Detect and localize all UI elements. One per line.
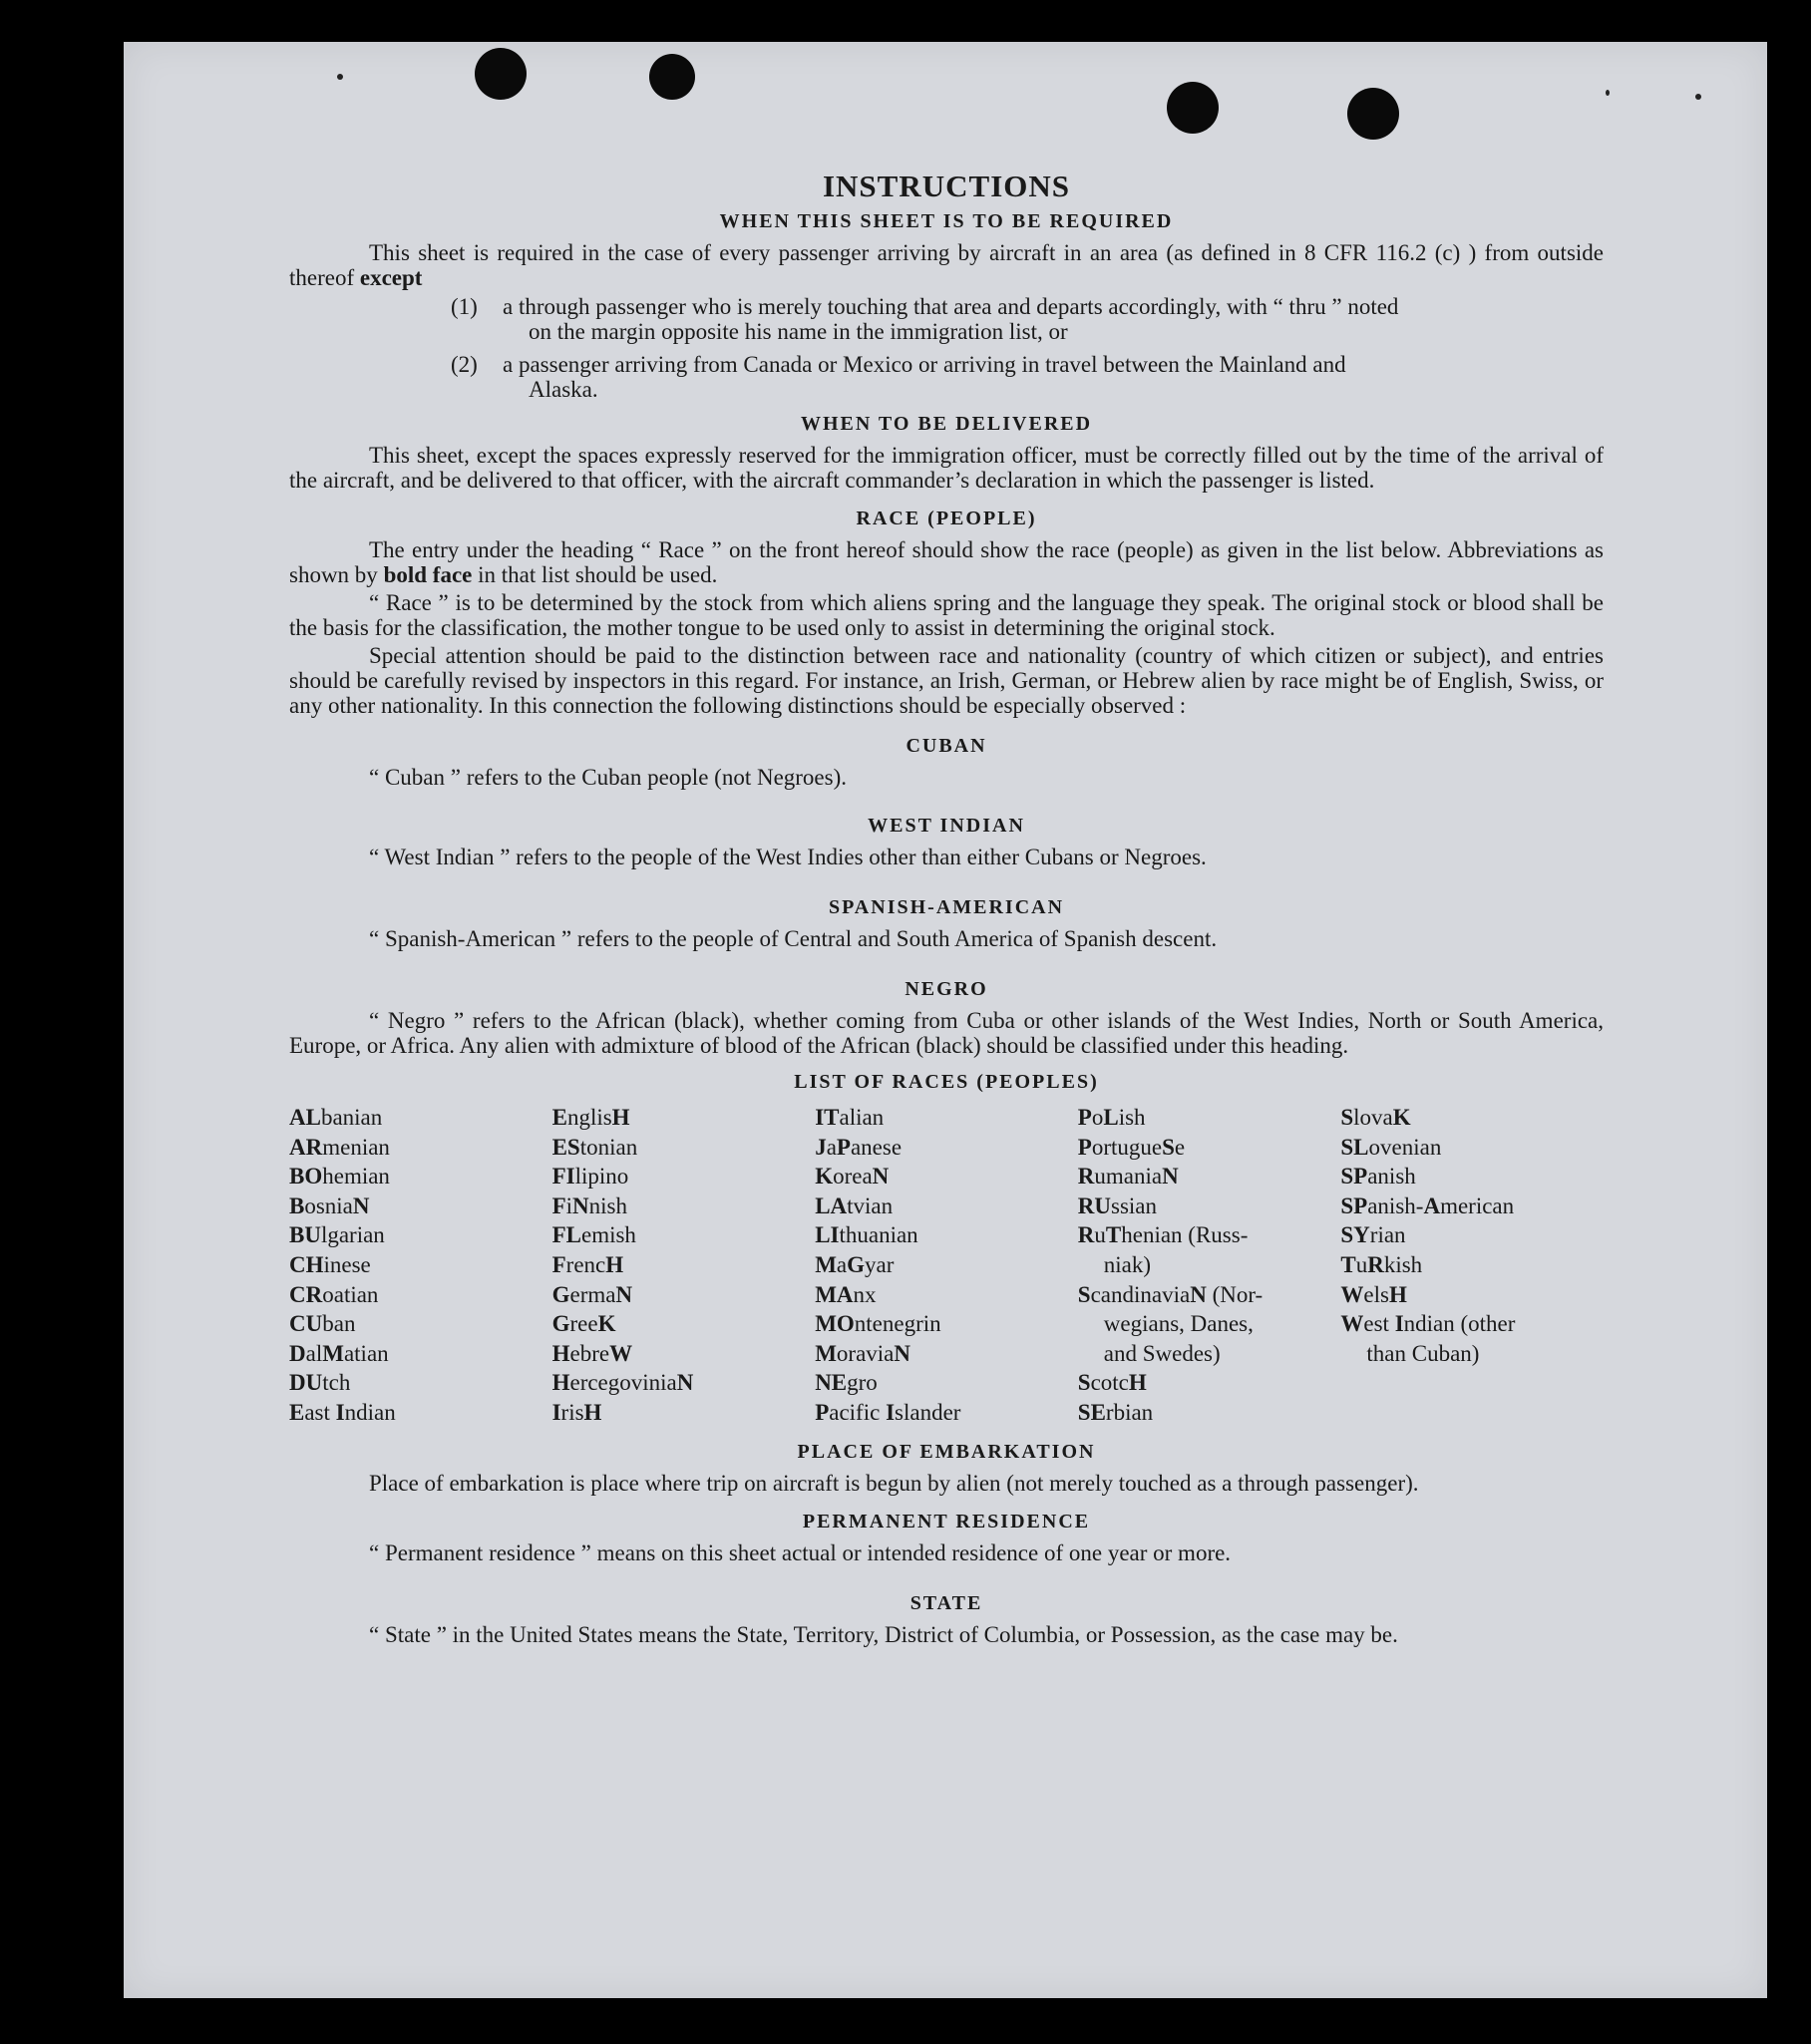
race-abbreviation: W bbox=[1340, 1311, 1364, 1337]
race-abbreviation: J bbox=[815, 1134, 827, 1160]
race-text-end: in that list should be used. bbox=[478, 562, 718, 587]
race-entry bbox=[552, 1339, 816, 1369]
race-text: est bbox=[1363, 1311, 1395, 1337]
race-text: els bbox=[1363, 1281, 1389, 1307]
race-abbreviation: ES bbox=[551, 1134, 580, 1160]
except-bold: except bbox=[359, 265, 423, 290]
race-text: ntenegrin bbox=[854, 1311, 941, 1337]
race-text: ortugue bbox=[1091, 1134, 1163, 1160]
race-entry bbox=[815, 1162, 1078, 1192]
race-abbreviation: F bbox=[551, 1192, 566, 1218]
race-paragraph-2: “ Race ” is to be determined by the stock from which aliens spring and the language they speak. The original stock or blood shall be the basis for the classification, the mother tongue to be used only to assist in determining the original stock. bbox=[289, 590, 1604, 640]
race-abbreviation: H bbox=[583, 1399, 602, 1425]
race-text: anese bbox=[850, 1134, 903, 1160]
race-text: osnia bbox=[304, 1192, 353, 1218]
race-abbreviation: N bbox=[676, 1370, 694, 1396]
race-entry bbox=[1078, 1368, 1341, 1398]
races-column bbox=[289, 1103, 552, 1428]
race-entry bbox=[1340, 1133, 1604, 1163]
race-abbreviation: N bbox=[352, 1192, 370, 1218]
race-abbreviation: G bbox=[551, 1311, 570, 1337]
race-text: thuanian bbox=[839, 1222, 918, 1248]
race-entry bbox=[289, 1103, 552, 1133]
races-column bbox=[1078, 1103, 1341, 1428]
speck bbox=[1695, 94, 1701, 100]
punch-hole bbox=[1167, 82, 1219, 134]
race-text: tvian bbox=[847, 1192, 894, 1218]
race-abbreviation: N bbox=[872, 1164, 890, 1190]
race-abbreviation: LI bbox=[815, 1222, 840, 1248]
race-text: anish bbox=[1367, 1164, 1416, 1190]
when-required-text: This sheet is required in the case of every passenger arriving by aircraft in an area (as defined in 8 CFR 116.2 (c) ) from outside thereof bbox=[289, 240, 1604, 290]
race-entry bbox=[1078, 1192, 1341, 1221]
race-entry bbox=[1078, 1162, 1341, 1192]
race-entry bbox=[552, 1162, 816, 1192]
race-abbreviation: G bbox=[847, 1251, 866, 1277]
item-number: (1) bbox=[451, 294, 478, 319]
race-text: ndian (other bbox=[1403, 1311, 1516, 1337]
list-of-races bbox=[289, 1103, 1604, 1428]
race-text: wegians, Danes, bbox=[1103, 1311, 1254, 1337]
permanent-residence-text: “ Permanent residence ” means on this sheet actual or intended residence of one year or more. bbox=[369, 1539, 1232, 1565]
race-text: orea bbox=[833, 1164, 873, 1190]
race-abbreviation: M bbox=[815, 1251, 837, 1277]
race-text: oatian bbox=[322, 1281, 379, 1307]
race-entry bbox=[1340, 1220, 1604, 1250]
race-text: menian bbox=[322, 1134, 390, 1160]
race-text: ban bbox=[322, 1311, 356, 1337]
race-abbreviation: I bbox=[886, 1399, 896, 1425]
race-text: ris bbox=[560, 1399, 584, 1425]
race-entry bbox=[552, 1103, 816, 1133]
race-abbreviation: I bbox=[335, 1399, 345, 1425]
race-entry bbox=[552, 1398, 816, 1428]
west-indian-text: “ West Indian ” refers to the people of the West Indies other than either Cubans or Negroes. bbox=[369, 845, 1207, 869]
race-abbreviation: I bbox=[1394, 1311, 1404, 1337]
heading-spanish-american: SPANISH-AMERICAN bbox=[828, 896, 1065, 918]
race-text: ast bbox=[304, 1399, 336, 1425]
race-abbreviation: N bbox=[615, 1281, 633, 1307]
state-text: “ State ” in the United States means the State, Territory, District of Columbia, or Possession, as the case may be. bbox=[369, 1621, 1398, 1647]
race-entry bbox=[289, 1280, 552, 1310]
race-text: niak) bbox=[1103, 1251, 1152, 1277]
race-abbreviation: B bbox=[289, 1192, 305, 1218]
speck bbox=[337, 74, 343, 80]
race-paragraph-3: Special attention should be paid to the distinction between race and nationality (country of which citizen or subject), and entries should be carefully revised by inspectors in this regard. For instance, an Irish, German, or Hebrew alien by race might be of English, Swiss, or any other nationality. In this connection the following distinctions should be especially observed : bbox=[289, 643, 1604, 718]
race-text: lova bbox=[1353, 1105, 1393, 1130]
race-text: tonian bbox=[579, 1134, 638, 1160]
race-abbreviation: W bbox=[609, 1340, 633, 1366]
race-abbreviation: S bbox=[1162, 1134, 1175, 1160]
race-abbreviation: D bbox=[289, 1340, 306, 1366]
race-abbreviation: H bbox=[1388, 1281, 1407, 1307]
race-abbreviation: BO bbox=[289, 1164, 323, 1190]
race-text: al bbox=[305, 1340, 323, 1366]
race-entry bbox=[289, 1192, 552, 1221]
race-entry bbox=[552, 1280, 816, 1310]
race-entry bbox=[289, 1250, 552, 1280]
race-entry bbox=[1078, 1280, 1341, 1310]
race-abbreviation: S bbox=[1077, 1370, 1091, 1396]
race-entry bbox=[1340, 1339, 1604, 1369]
heading-state: STATE bbox=[909, 1591, 983, 1614]
heading-west-indian: WEST INDIAN bbox=[868, 815, 1025, 837]
race-abbreviation: H bbox=[605, 1251, 624, 1277]
race-text: and Swedes) bbox=[1103, 1340, 1221, 1366]
heading-permanent-residence: PERMANENT RESIDENCE bbox=[802, 1510, 1091, 1533]
race-entry bbox=[1078, 1220, 1341, 1250]
race-text: umania bbox=[1094, 1164, 1163, 1190]
race-text: ebre bbox=[569, 1340, 610, 1366]
cuban-text: “ Cuban ” refers to the Cuban people (not Negroes). bbox=[369, 765, 848, 790]
punch-hole bbox=[475, 48, 527, 100]
races-column bbox=[815, 1103, 1078, 1428]
race-entry bbox=[815, 1133, 1078, 1163]
race-entry bbox=[289, 1162, 552, 1192]
race-entry bbox=[289, 1220, 552, 1250]
race-abbreviation: K bbox=[815, 1164, 834, 1190]
race-text: merican bbox=[1440, 1192, 1515, 1218]
race-abbreviation: R bbox=[1367, 1251, 1384, 1277]
race-abbreviation: RU bbox=[1077, 1192, 1112, 1218]
race-text: erma bbox=[569, 1281, 616, 1307]
race-text: inese bbox=[323, 1251, 371, 1277]
race-abbreviation: N bbox=[1162, 1164, 1179, 1190]
race-text: gro bbox=[847, 1370, 878, 1396]
race-text: candinavia bbox=[1090, 1281, 1191, 1307]
race-text: ssian bbox=[1111, 1192, 1158, 1218]
race-text: cotc bbox=[1090, 1370, 1129, 1396]
race-abbreviation: W bbox=[1340, 1281, 1364, 1307]
exception-item-2 bbox=[451, 352, 1604, 402]
race-text: nx bbox=[853, 1281, 877, 1307]
heading-when-delivered: WHEN TO BE DELIVERED bbox=[800, 413, 1093, 435]
race-text: tch bbox=[322, 1370, 351, 1396]
item-text-continued: Alaska. bbox=[529, 377, 598, 402]
race-abbreviation: AR bbox=[289, 1134, 323, 1160]
race-text: alian bbox=[839, 1105, 885, 1130]
race-abbreviation: MA bbox=[815, 1281, 854, 1307]
race-text: o bbox=[1091, 1105, 1104, 1130]
race-abbreviation: SL bbox=[1340, 1134, 1369, 1160]
race-abbreviation: K bbox=[1392, 1105, 1411, 1130]
race-text: yar bbox=[865, 1251, 895, 1277]
race-entry bbox=[552, 1192, 816, 1221]
race-abbreviation: SP bbox=[1340, 1164, 1368, 1190]
race-text: a bbox=[836, 1251, 848, 1277]
race-entry bbox=[552, 1368, 816, 1398]
race-entry bbox=[815, 1192, 1078, 1221]
race-abbreviation: CU bbox=[289, 1311, 323, 1337]
place-of-embarkation-text: Place of embarkation is place where trip on aircraft is begun by alien (not merely touched as a through passenger). bbox=[369, 1470, 1419, 1496]
race-text: ovenian bbox=[1368, 1134, 1442, 1160]
race-entry bbox=[1340, 1192, 1604, 1221]
race-abbreviation: T bbox=[1340, 1251, 1356, 1277]
race-entry bbox=[1340, 1309, 1604, 1339]
race-entry bbox=[1340, 1103, 1604, 1133]
race-text: ercegovinia bbox=[569, 1370, 677, 1396]
race-abbreviation: SE bbox=[1077, 1399, 1106, 1425]
item-number: (2) bbox=[451, 352, 478, 377]
race-abbreviation: T bbox=[1105, 1222, 1122, 1248]
race-text: banian bbox=[320, 1105, 383, 1130]
race-entry bbox=[815, 1309, 1078, 1339]
race-entry bbox=[1340, 1280, 1604, 1310]
race-text: a bbox=[826, 1134, 837, 1160]
race-abbreviation: H bbox=[551, 1340, 570, 1366]
race-abbreviation: N bbox=[894, 1340, 910, 1366]
spanish-american-text: “ Spanish-American ” refers to the people of Central and South America of Spanish descent. bbox=[369, 926, 1218, 951]
race-text: e bbox=[1174, 1134, 1186, 1160]
race-abbreviation: IT bbox=[815, 1105, 840, 1130]
race-abbreviation: H bbox=[611, 1105, 630, 1130]
race-entry bbox=[815, 1250, 1078, 1280]
exception-item-1 bbox=[451, 294, 1604, 344]
heading-list-of-races: LIST OF RACES (PEOPLES) bbox=[794, 1071, 1099, 1093]
race-entry bbox=[815, 1368, 1078, 1398]
race-entry bbox=[1340, 1250, 1604, 1280]
race-abbreviation: S bbox=[1340, 1105, 1354, 1130]
heading-race: RACE (PEOPLE) bbox=[856, 508, 1037, 529]
race-abbreviation: CR bbox=[289, 1281, 323, 1307]
race-text: ish bbox=[1118, 1105, 1146, 1130]
race-abbreviation: DU bbox=[289, 1370, 323, 1396]
race-entry bbox=[1078, 1250, 1341, 1280]
race-abbreviation: NE bbox=[815, 1370, 848, 1396]
race-abbreviation: I bbox=[551, 1399, 561, 1425]
race-abbreviation: P bbox=[815, 1399, 830, 1425]
race-paragraph-1 bbox=[289, 537, 1604, 587]
race-abbreviation: CH bbox=[289, 1251, 324, 1277]
race-abbreviation: P bbox=[836, 1134, 851, 1160]
race-text: lgarian bbox=[320, 1222, 385, 1248]
instructions-content bbox=[289, 168, 1604, 1647]
race-entry bbox=[289, 1309, 552, 1339]
heading-place-of-embarkation: PLACE OF EMBARKATION bbox=[797, 1440, 1096, 1463]
punch-hole bbox=[1347, 88, 1399, 140]
race-entry bbox=[289, 1339, 552, 1369]
race-abbreviation: P bbox=[1077, 1105, 1092, 1130]
race-entry bbox=[289, 1368, 552, 1398]
race-entry bbox=[552, 1133, 816, 1163]
race-abbreviation: FI bbox=[551, 1164, 575, 1190]
race-text: nish bbox=[588, 1192, 628, 1218]
heading-when-required: WHEN THIS SHEET IS TO BE REQUIRED bbox=[719, 210, 1174, 232]
race-text: rbian bbox=[1105, 1399, 1154, 1425]
race-entry bbox=[815, 1220, 1078, 1250]
item-text-continued: on the margin opposite his name in the immigration list, or bbox=[529, 319, 1068, 344]
race-entry bbox=[1078, 1339, 1341, 1369]
race-text: than Cuban) bbox=[1366, 1340, 1480, 1366]
race-text: anish- bbox=[1367, 1192, 1424, 1218]
race-entry bbox=[1078, 1398, 1341, 1428]
race-abbreviation: E bbox=[551, 1105, 567, 1130]
when-required-paragraph bbox=[289, 240, 1604, 290]
when-delivered-paragraph: This sheet, except the spaces expressly reserved for the immigration officer, must be correctly filled out by the time of the arrival of the aircraft, and be delivered to that officer, with the aircraft commander’s declaration in which the passenger is listed. bbox=[289, 443, 1604, 493]
race-text: oravia bbox=[836, 1340, 895, 1366]
race-text: (Nor- bbox=[1206, 1281, 1264, 1307]
negro-text: “ Negro ” refers to the African (black), whether coming from Cuba or other islands of the West Indies, North or South America, Europe, or Africa. Any alien with admixture of blood of the African (black) should be classified under this heading. bbox=[289, 1008, 1604, 1058]
race-text: kish bbox=[1383, 1251, 1423, 1277]
race-abbreviation: S bbox=[1077, 1281, 1091, 1307]
race-text: The entry under the heading “ Race ” on the front hereof should show the race (people) as given in the list below. Abbreviations as shown by bbox=[289, 537, 1604, 587]
race-entry bbox=[552, 1220, 816, 1250]
race-entry bbox=[815, 1280, 1078, 1310]
race-entry bbox=[1078, 1133, 1341, 1163]
race-abbreviation: F bbox=[551, 1251, 566, 1277]
race-abbreviation: H bbox=[551, 1370, 570, 1396]
race-abbreviation: BU bbox=[289, 1222, 321, 1248]
race-abbreviation: G bbox=[551, 1281, 570, 1307]
race-abbreviation: M bbox=[815, 1340, 837, 1366]
page-title: INSTRUCTIONS bbox=[822, 169, 1070, 203]
races-column bbox=[1340, 1103, 1604, 1428]
race-abbreviation: N bbox=[1190, 1281, 1207, 1307]
race-abbreviation: SY bbox=[1340, 1222, 1370, 1248]
race-abbreviation: SP bbox=[1340, 1192, 1368, 1218]
race-entry bbox=[815, 1339, 1078, 1369]
race-text: i bbox=[565, 1192, 573, 1218]
race-text: u bbox=[1094, 1222, 1106, 1248]
race-text: lipino bbox=[574, 1164, 629, 1190]
race-abbreviation: R bbox=[1077, 1164, 1095, 1190]
race-text: renc bbox=[565, 1251, 606, 1277]
item-text: a through passenger who is merely touching that area and departs accordingly, with “ thru ” noted bbox=[503, 294, 1399, 319]
race-entry bbox=[815, 1398, 1078, 1428]
race-entry bbox=[1078, 1309, 1341, 1339]
punch-hole bbox=[649, 54, 695, 100]
race-abbreviation: A bbox=[1423, 1192, 1441, 1218]
document-sheet bbox=[124, 42, 1767, 1998]
race-abbreviation: M bbox=[322, 1340, 344, 1366]
race-text: rian bbox=[1369, 1222, 1406, 1248]
heading-cuban: CUBAN bbox=[906, 735, 987, 757]
race-text: ree bbox=[569, 1311, 598, 1337]
race-entry bbox=[289, 1133, 552, 1163]
bold-face-text: bold face bbox=[383, 562, 473, 587]
race-text: emish bbox=[580, 1222, 636, 1248]
race-abbreviation: E bbox=[289, 1399, 305, 1425]
heading-negro: NEGRO bbox=[905, 978, 988, 1000]
race-abbreviation: R bbox=[1077, 1222, 1095, 1248]
speck bbox=[1606, 90, 1610, 96]
race-text: acific bbox=[829, 1399, 887, 1425]
item-text: a passenger arriving from Canada or Mexico or arriving in travel between the Mainland and bbox=[503, 352, 1346, 377]
race-text: u bbox=[1355, 1251, 1368, 1277]
race-abbreviation: H bbox=[1128, 1370, 1147, 1396]
race-abbreviation: MO bbox=[815, 1311, 855, 1337]
race-entry bbox=[815, 1103, 1078, 1133]
race-abbreviation: K bbox=[597, 1311, 616, 1337]
race-abbreviation: L bbox=[1103, 1105, 1119, 1130]
race-text: hemian bbox=[322, 1164, 390, 1190]
race-text: ndian bbox=[344, 1399, 396, 1425]
race-text: henian (Russ- bbox=[1121, 1222, 1249, 1248]
race-abbreviation: N bbox=[572, 1192, 589, 1218]
race-entry bbox=[552, 1250, 816, 1280]
race-entry bbox=[289, 1398, 552, 1428]
race-abbreviation: FL bbox=[551, 1222, 581, 1248]
race-text: slander bbox=[895, 1399, 961, 1425]
race-entry bbox=[1078, 1103, 1341, 1133]
race-entry bbox=[552, 1309, 816, 1339]
race-abbreviation: LA bbox=[815, 1192, 848, 1218]
race-abbreviation: AL bbox=[289, 1105, 321, 1130]
race-entry bbox=[1340, 1162, 1604, 1192]
race-text: atian bbox=[343, 1340, 389, 1366]
race-text: nglis bbox=[566, 1105, 612, 1130]
race-abbreviation: P bbox=[1077, 1134, 1092, 1160]
races-column bbox=[552, 1103, 816, 1428]
